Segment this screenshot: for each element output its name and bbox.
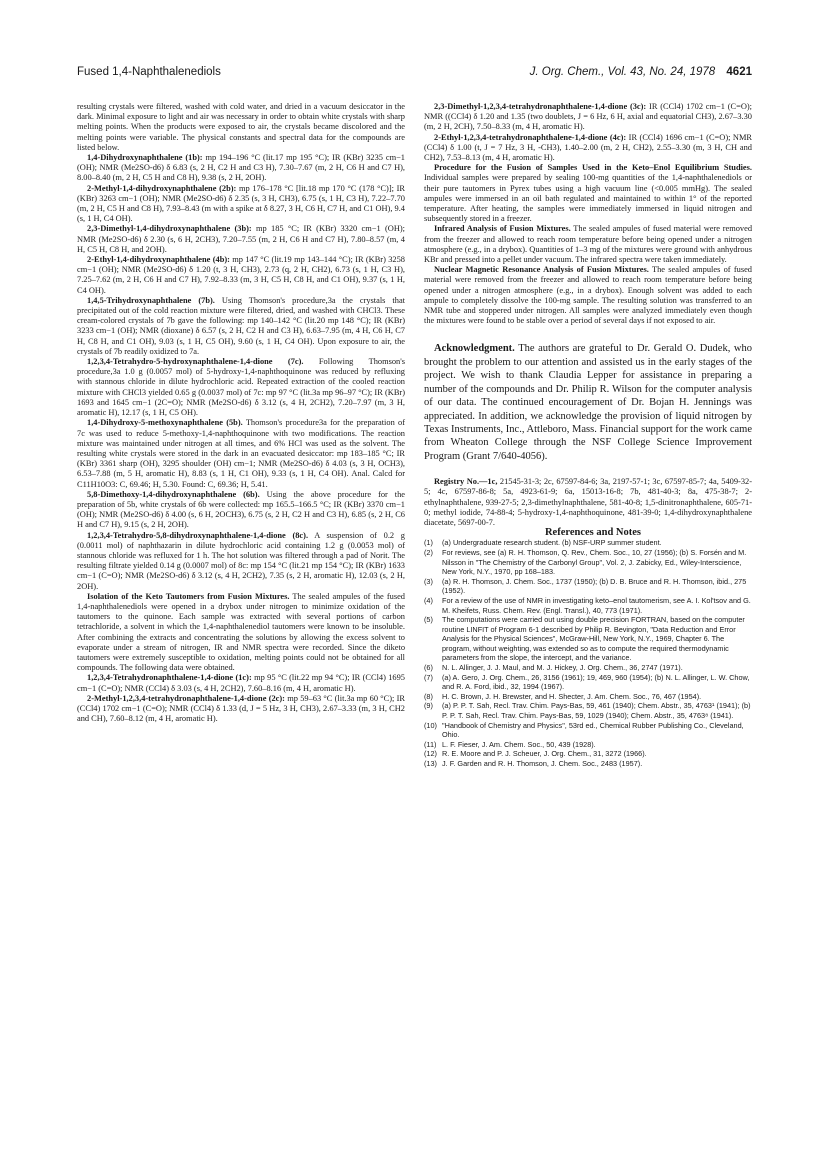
- paragraph: 1,2,3,4-Tetrahydro-5-hydroxynaphthalene-1,4-dione (7c). Following Thomson's procedure,3a 1.0 g (0.0057 mol) of 5-hydroxy-1,4-naphthoquinone was reduced by refluxing with stannous chloride in dilute hydrochloric acid. Repeated extraction of the cooled reaction mixture with CHCl3 yielded 0.65 g (0.0037 mol) of 7c: mp 97 °C (lit.3a mp 96–97 °C); IR (KBr) 1693 and 1645 cm−1 (2C=O); NMR (Me2SO-d6) δ 3.12 (s, 4 H, 2CH2), 7.20–7.97 (m, 3 H, aromatic H), 12.17 (s, 1 H, C5 OH).: [77, 357, 405, 418]
- reference-item: (11) L. F. Fieser, J. Am. Chem. Soc., 50, 439 (1928).: [424, 739, 596, 749]
- paragraph: 2,3-Dimethyl-1,4-dihydroxynaphthalene (3b): mp 185 °C; IR (KBr) 3320 cm−1 (OH); NMR (Me2SO-d6) δ 2.30 (s, 6 H, 2CH3), 7.20–7.55 (m, 2 H, C6 H and C7 H), 7.80–8.57 (m, 4 H, C5 H, C8 H, and 2OH).: [77, 224, 405, 254]
- reference-item: (8) H. C. Brown, J. H. Brewster, and H. Shecter, J. Am. Chem. Soc., 76, 467 (1954).: [424, 691, 702, 701]
- reference-item: (3) (a) R. H. Thomson, J. Chem. Soc., 1737 (1950); (b) D. B. Bruce and R. H. Thomson, ibid., 275 (1952).: [424, 576, 747, 596]
- paragraph: 1,4,5-Trihydroxynaphthalene (7b). Using Thomson's procedure,3a the crystals that precipitated out of the cold reaction mixture were filtered, dried, and washed with CHCl3. These cream-colored crystals of 7b gave the following: mp 140–142 °C (lit.20 mp 148 °C); IR (KBr) 3233 cm−1 (OH); NMR (dioxane) δ 6.57 (s, 2 H, C2 H and C3 H), 6.63–7.95 (m, 4 H, C6 H, C7 H, C8 H, and C1 OH), 9.03 (s, 1 H, C5 OH), 9.60 (s, 1 H, C4 OH). Upon exposure to air, the crystals of 7b readily oxidized to 7a.: [77, 295, 405, 356]
- paragraph: 2-Ethyl-1,4-dihydroxynaphthalene (4b): mp 147 °C (lit.19 mp 143–144 °C); IR (KBr) 3258 cm−1 (OH); NMR (Me2SO-d6) δ 1.20 (t, 3 H, CH3), 2.73 (q, 2 H, CH2), 6.73 (s, 1 H, C3 H), 7.25–7.62 (m, 2 H, C6 H and C7 H), 7.92–8.33 (m, 3 H, C5 H, C8 H, and C1 OH), 9.37 (s, 1 H, C4 OH).: [77, 255, 405, 295]
- reference-item: (4) For a review of the use of NMR in investigating keto–enol tautomerism, see A. I. Kol'tsov and G. M. Kheifets, Russ. Chem. Rev. (Engl. Transl.), 40, 773 (1971).: [424, 595, 751, 615]
- reference-item: (6) N. L. Allinger, J. J. Maul, and M. J. Hickey, J. Org. Chem., 36, 2747 (1971).: [424, 663, 683, 673]
- paragraph: 1,4-Dihydroxy-5-methoxynaphthalene (5b). Thomson's procedure3a for the preparation of 7c was used to reduce 5-methoxy-1,4-naphthoquinone with two modifications. The reaction mixture was maintained under nitrogen at all times, and 6% HCl was used as the solvent. The resulting white crystals were stored in the dark in an evacuated desiccator: mp 183–185 °C; IR (KBr) 3361 sharp (OH), 3295 shoulder (OH) cm−1; NMR (Me2SO-d6) δ 4.03 (s, 3 H, OCH3), 6.53–7.88 (m, 5 H, aromatic H), 8.83 (s, 1 H, C1 OH), 9.33 (s, 1 H, C4 OH). Anal. Calcd for C11H10O3: C, 69.46; H, 5.30. Found: C, 69.36; H, 5.41.: [77, 418, 405, 489]
- reference-item: (12) R. E. Moore and P. J. Scheuer, J. Org. Chem., 31, 3272 (1966).: [424, 749, 647, 759]
- running-title: Fused 1,4-Naphthalenediols: [77, 66, 221, 78]
- page-number: 4621: [726, 66, 752, 78]
- registry-numbers: Registry No.—1c, 21545-31-3; 2c, 67597-84-6; 3a, 2197-57-1; 3c, 67597-85-7; 4a, 5409-32-5; 4c, 67597-86-8; 5a, 4923-61-9; 6a, 15013-16-8; 7b, 481-40-3; 8a, 475-38-7; 2-ethylnaphthalene, 939-27-5; 2,3-dimethylnaphthalene, 581-40-8; 1,5-dinitronaphthalene, 605-71-0; methyl iodide, 74-88-4; 5-hydroxy-1,4-naphthoquinone, 481-39-0; 1,4-dihydroxynaphthalene diacetate, 5697-00-7.: [424, 477, 752, 527]
- reference-item: (2) For reviews, see (a) R. H. Thomson, Q. Rev., Chem. Soc., 10, 27 (1956); (b) S. Forsén and M. Nilsson in "The Chemistry of the Carbonyl Group", Vol. 2, J. Zabicky, Ed., Wiley-Interscience, New York, N.Y., 1970, pp 168–183.: [424, 547, 747, 577]
- reference-item: (9) (a) P. P. T. Sah, Recl. Trav. Chim. Pays-Bas, 59, 461 (1940); Chem. Abstr., 35, 4763¹ (1941); (b) P. P. T. Sah, Recl. Trav. Chim. Pays-Bas, 59, 1029 (1940); Chem. Abstr., 35, 4763⁸ (1941).: [424, 701, 751, 721]
- right-column: [424, 102, 752, 769]
- references-list: [424, 538, 752, 768]
- paragraph: resulting crystals were filtered, washed with cold water, and dried in a vacuum desiccator in the dark. Minimal exposure to light and air was necessary in order to obtain white crystals with sharp melting points. When the products were exposed to air, the crystals became discolored and the melting points were variable. The physical constants and spectral data for the compounds are listed below.: [77, 102, 405, 152]
- paragraph: Infrared Analysis of Fusion Mixtures. The sealed ampules of fused material were removed from the freezer and allowed to reach room temperature before being opened under a nitrogen atmosphere (e.g., in a drybox). Quantities of 1–3 mg of the mixtures were ground with anhydrous KBr and pressed into a pellet under vacuum. The infrared spectra were taken immediately.: [424, 224, 753, 265]
- reference-item: (7) (a) A. Gero, J. Org. Chem., 26, 3156 (1961); 19, 469, 960 (1954); (b) N. L. Allinger, L. W. Chow, and R. A. Ford, ibid., 32, 1994 (1967).: [424, 672, 750, 692]
- paragraph: Nuclear Magnetic Resonance Analysis of Fusion Mixtures. The sealed ampules of fused material were removed from the freezer and allowed to reach room temperature before being opened under a nitrogen atmosphere (e.g., in a drybox). Enough solvent was added to each ampule to completely dissolve the 100-mg sample. The resulting solution was transferred to an NMR tube and stoppered under nitrogen. All samples were analyzed immediately even though the mixtures were found to be stable over a period of several days if not exposed to air.: [424, 265, 752, 326]
- paragraph: 2-Methyl-1,2,3,4-tetrahydronaphthalene-1,4-dione (2c): mp 59–63 °C (lit.3a mp 60 °C); IR (CCl4) 1702 cm−1 (C=O); NMR (CCl4) δ 1.33 (d, J = 5 Hz, 3 H, CH3), 2.67–3.33 (m, 3 H, CH2 and CH), 7.60–8.12 (m, 4 H, aromatic H).: [77, 693, 405, 724]
- paragraph: 1,2,3,4-Tetrahydro-5,8-dihydroxynaphthalene-1,4-dione (8c). A suspension of 0.2 g (0.0011 mol) of naphthazarin in dilute hydrochloric acid containing 1.2 g (0.0053 mol) of stannous chloride was refluxed for 1 h. The hot solution was filtered through a pad of Norit. The resulting filtrate yielded 0.14 g (0.0007 mol) of 8c: mp 154 °C (lit.21 mp 154 °C); IR (KBr) 1633 cm−1 (C=O); NMR (Me2SO-d6) δ 3.12 (s, 4 H, 2CH2), 7.35 (s, 2 H, aromatic H), 12.03 (s, 2 H, 2OH).: [77, 530, 405, 591]
- journal-header: [530, 66, 752, 78]
- left-column: [77, 102, 405, 724]
- reference-item: (13) J. F. Garden and R. H. Thomson, J. Chem. Soc., 2483 (1957).: [424, 759, 643, 768]
- paragraph: 5,8-Dimethoxy-1,4-dihydroxynaphthalene (6b). Using the above procedure for the preparation of 5b, white crystals of 6b were collected: mp 165.5–166.5 °C; IR (KBr) 3370 cm−1 (OH); NMR (Me2SO-d6) δ 4.00 (s, 6 H, 2OCH3), 6.75 (s, 2 H, C2 H and C3 H), 6.85 (s, 2 H, C6 H and C7 H), 9.15 (s, 2 H, 2OH).: [77, 489, 405, 530]
- reference-item: (5) The computations were carried out using double precision FORTRAN, based on the computer routine LINFIT of Program 6-1 described by Philip R. Bevington, "Data Reduction and Error Analysis for the Physical Sciences", McGraw-Hill, New York, N.Y., 1969, Chapter 6. The program, without weighting, was extended so as to compute the required thermodynamic parameters from the slope, the intercept, and the variance.: [424, 615, 745, 663]
- paragraph: 2,3-Dimethyl-1,2,3,4-tetrahydronaphthalene-1,4-dione (3c): IR (CCl4) 1702 cm−1 (C=O); NMR ((CCl4) δ 1.20 and 1.35 (two doublets, J = 6 Hz, 6 H, axial and equatorial CH3), 2.67–3.30 (m, 2 H, 2CH), 7.50–8.33 (m, 4 H, aromatic H).: [424, 102, 752, 132]
- reference-item: (10) "Handbook of Chemistry and Physics", 53rd ed., Chemical Rubber Publishing Co., Cleveland, Ohio.: [424, 720, 744, 740]
- paragraph: 1,4-Dihydroxynaphthalene (1b): mp 194–196 °C (lit.17 mp 195 °C); IR (KBr) 3235 cm−1 (OH); NMR (Me2SO-d6) δ 6.83 (s, 2 H, C2 H and C3 H), 7.30–7.67 (m, 2 H, C6 H and C7 H), 8.00–8.40 (m, 2 H, C5 H and C8 H), 9.38 (s, 2 H, 2OH).: [77, 153, 405, 183]
- reference-item: (1) (a) Undergraduate research student. (b) NSF-URP summer student.: [424, 538, 662, 548]
- journal-citation: J. Org. Chem., Vol. 43, No. 24, 1978: [529, 66, 716, 78]
- paragraph: Procedure for the Fusion of Samples Used in the Keto–Enol Equilibrium Studies. Individual samples were prepared by sealing 100-mg quantities of the 1,4-naphthalenediols or their pure tautomers in Pyrex tubes using a high vacuum line (<0.005 mmHg). The sealed ampules were immersed in an oil bath regulated and maintained to within 1° of the reported temperature. After heating, the samples were immediately immersed in liquid nitrogen and subsequently stored in a freezer.: [424, 163, 752, 224]
- paragraph: 2-Methyl-1,4-dihydroxynaphthalene (2b): mp 176–178 °C [lit.18 mp 170 °C (178 °C)]; IR (KBr) 3263 cm−1 (OH); NMR (Me2SO-d6) δ 2.35 (s, 3 H, CH3), 6.75 (s, 1 H, C3 H), 7.22–7.70 (m, 2 H, C5 H and C8 H), 7.93–8.43 (m with a spike at δ 8.27, 3 H, C6 H, C7 H, and C1 OH), 9.4 (s, 1 H, C4 OH).: [77, 183, 405, 224]
- paragraph: Isolation of the Keto Tautomers from Fusion Mixtures. The sealed ampules of the fused 1,4-naphthalenediols were opened in a drybox under nitrogen to minimize oxidation of the tautomers to the quinone. Each sample was extracted with several portions of carbon tetrachloride, a solvent in which the 1,4-naphthalenediol tautomers were known to be insoluble. After combining the extracts and concentrating the solutions by allowing the excess solvent to evaporate under a stream of nitrogen, IR and NMR spectra were recorded. Since the diketo tautomers were extremely susceptible to oxidation, melting points could not be obtained for all compounds. The following data were obtained.: [77, 591, 405, 673]
- references-heading: References and Notes: [544, 527, 642, 539]
- paragraph: 1,2,3,4-Tetrahydronaphthalene-1,4-dione (1c): mp 95 °C (lit.22 mp 94 °C); IR (CCl4) 1695 cm−1 (C=O); NMR (CCl4) δ 3.03 (s, 4 H, 2CH2), 7.60–8.16 (m, 4 H, aromatic H).: [77, 673, 405, 693]
- acknowledgment: Acknowledgment. The authors are grateful to Dr. Gerald O. Dudek, who brought the problem to our attention and assisted us in the early stages of the project. We wish to thank Claudia Lepper for assistance in preparing a number of the compounds and Dr. Philip R. Wilson for the computer analysis of our data. The continued encouragement of Dr. Bojan H. Jennings was appreciated. In addition, we acknowledge the provision of liquid nitrogen by Texas Instruments, Inc., Attleboro, Mass. Financial support for the work came from Wheaton College through the NSF College Science Improvement Program (Grant 7/640-4056).: [424, 343, 752, 462]
- paragraph: 2-Ethyl-1,2,3,4-tetrahydronaphthalene-1,4-dione (4c): IR (CCl4) 1696 cm−1 (C=O); NMR (CCl4) δ 1.00 (t, J = 7 Hz, 3 H, -CH3), 1.40–2.00 (m, 2 H, CH2), 2.55–3.30 (m, 3 H, CH and CH2), 7.53–8.13 (m, 4 H, aromatic H).: [424, 132, 753, 163]
